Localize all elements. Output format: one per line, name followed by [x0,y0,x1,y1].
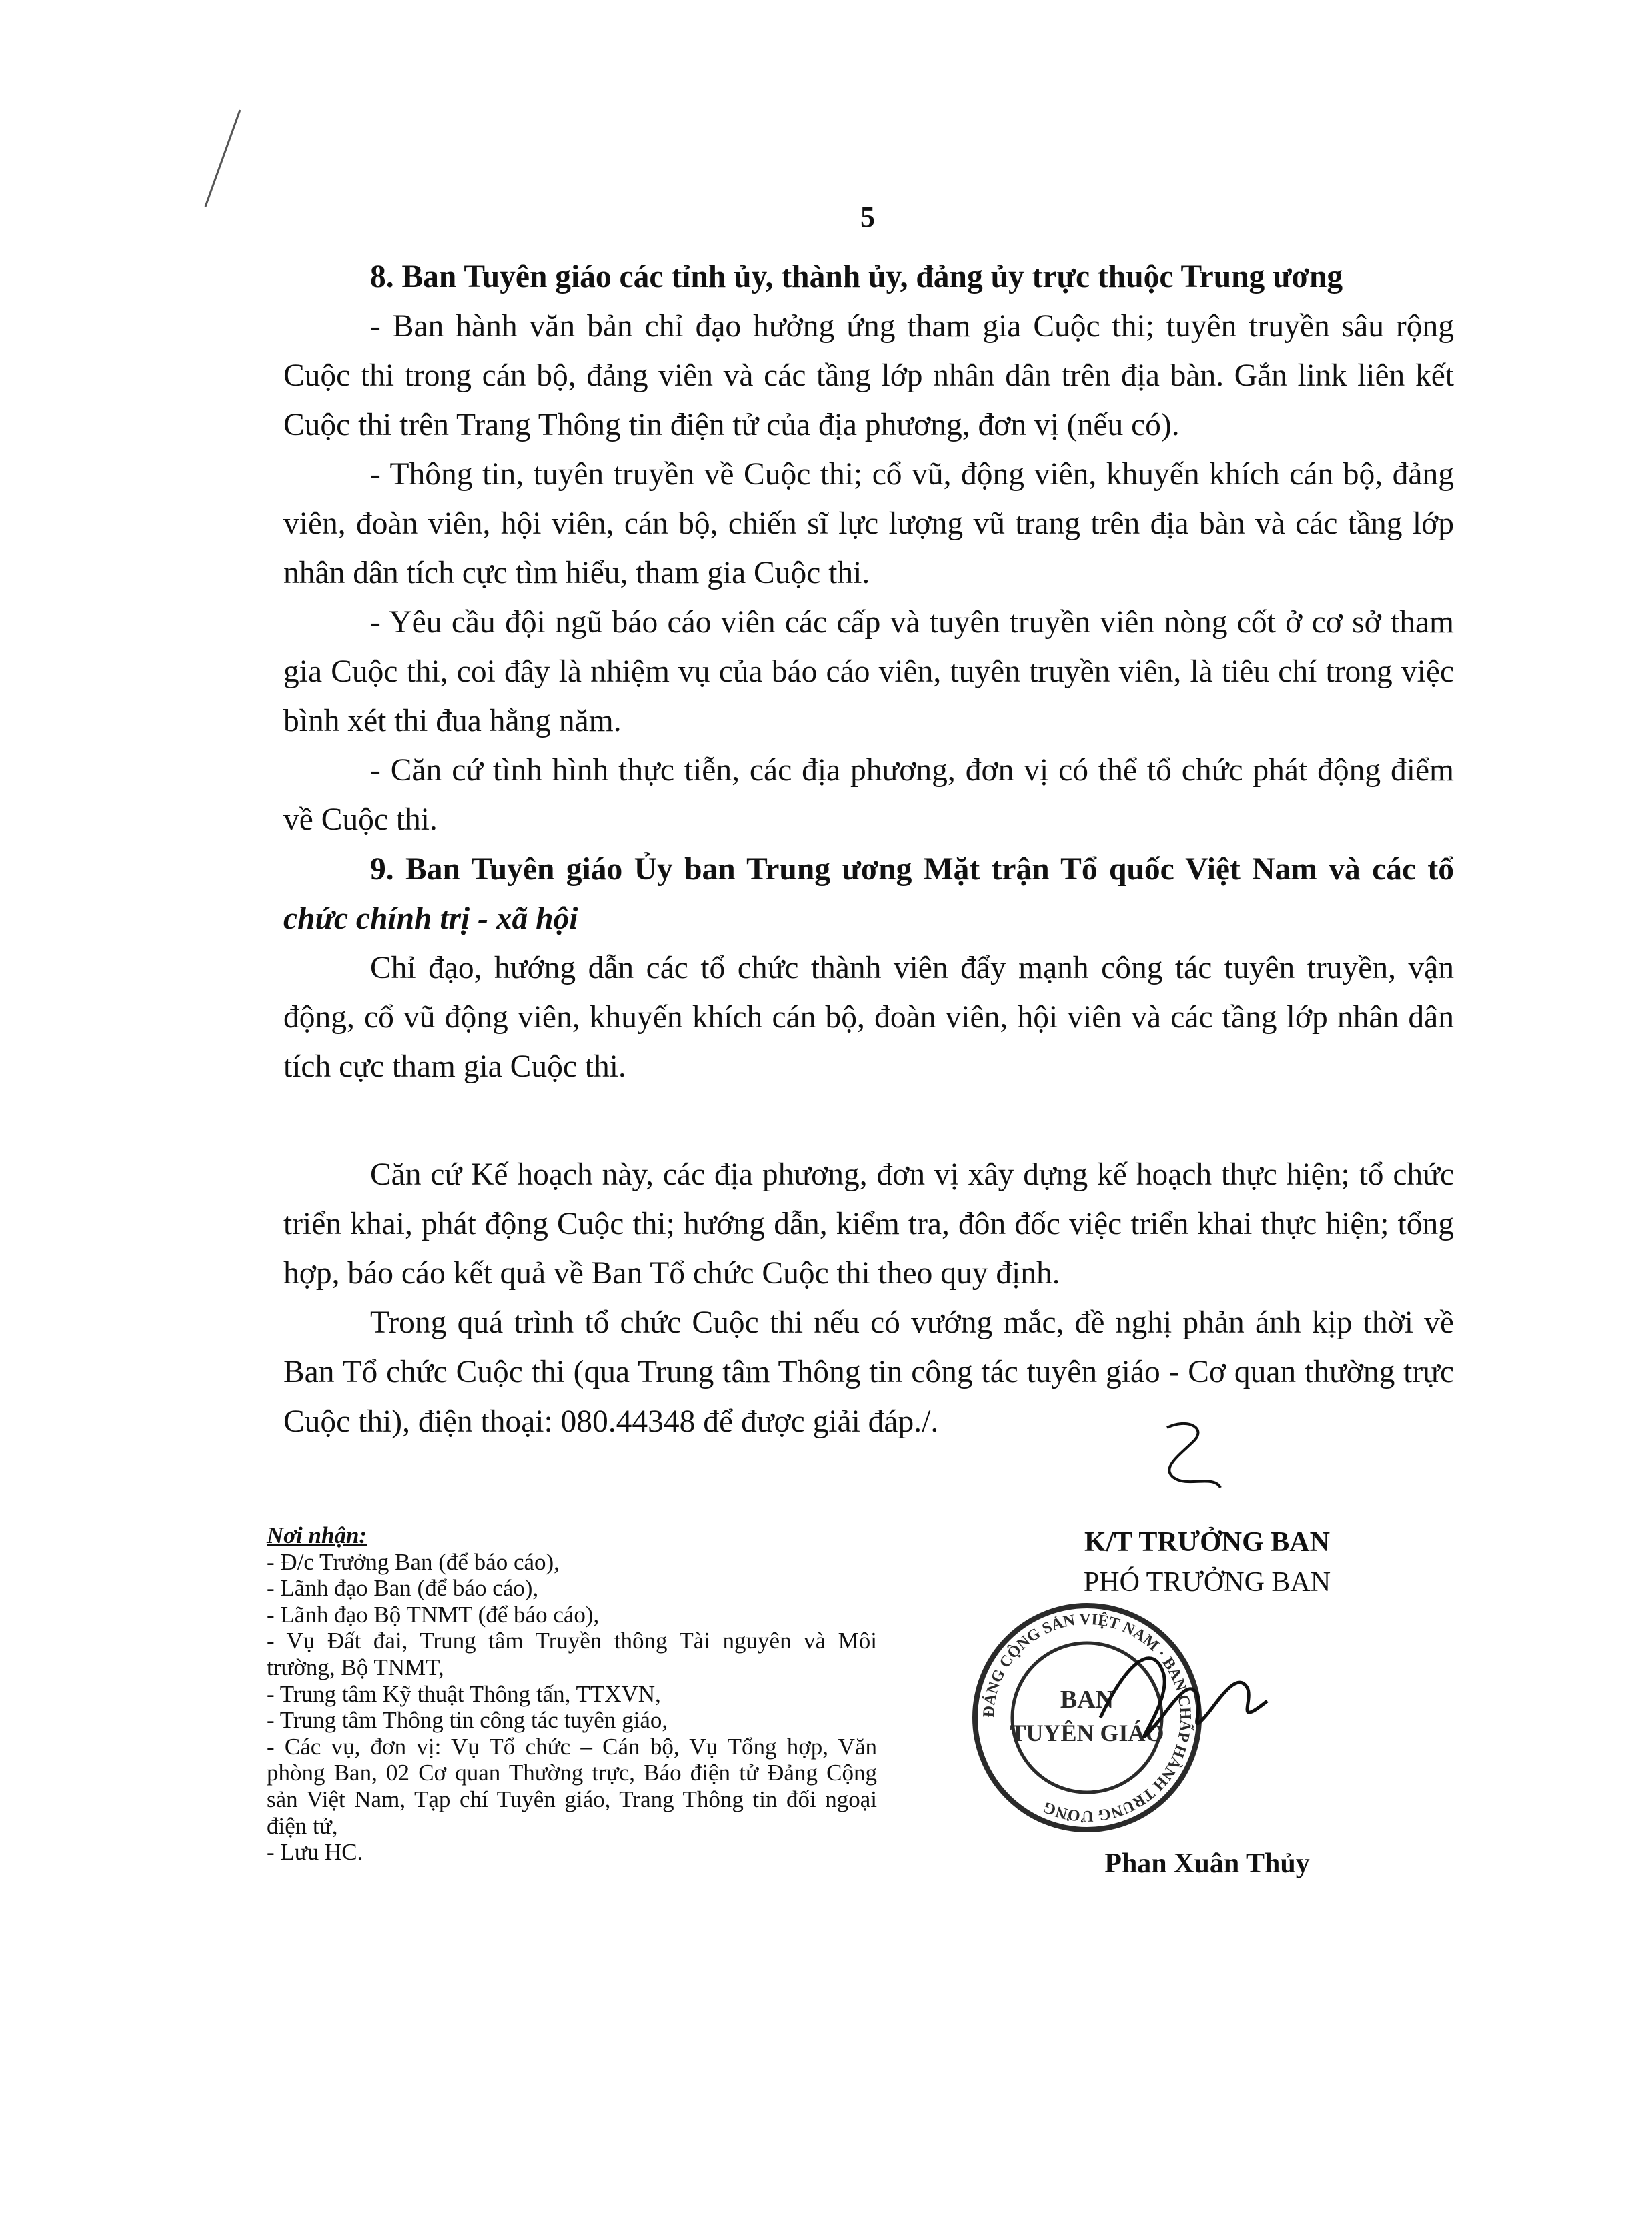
closing-paragraph: Trong quá trình tổ chức Cuộc thi nếu có vướng mắc, đề nghị phản ánh kịp thời về Ban Tổ chức Cuộc thi (qua Trung tâm Thông tin công tác tuyên giáo - Cơ quan thường trực Cuộc thi), điện thoại: 080.44348 để được giải đáp./. [283,1305,1454,1439]
section-9-heading-main: 9. Ban Tuyên giáo Ủy ban Trung ương Mặt trận Tổ quốc Việt Nam và các tổ [370,852,1454,887]
seal-inner-ring [1012,1643,1162,1792]
section-9-heading-italic: chức chính trị - xã hội [283,901,578,936]
seal-outer-ring [975,1606,1199,1830]
section-8-paragraph: - Thông tin, tuyên truyền về Cuộc thi; cổ vũ, động viên, khuyến khích cán bộ, đảng viên, đoàn viên, hội viên, cán bộ, chiến sĩ lực lượng vũ trang trên địa bàn và các tầng lớp nhân dân tích cực tìm hiểu, tham gia Cuộc thi. [283,457,1454,590]
recipient-item: - Các vụ, đơn vị: Vụ Tổ chức – Cán bộ, Vụ Tổng hợp, Văn phòng Ban, 02 Cơ quan Thường trực, Báo điện tử Đảng Cộng sản Việt Nam, Tạp chí Tuyên giáo, Trang Thông tin đối ngoại điện tử, [267,1733,877,1839]
signature-title: K/T TRƯỞNG BAN [1084,1527,1330,1558]
section-9-heading [283,845,1454,943]
handwritten-initial [1147,1414,1234,1514]
recipient-item: - Đ/c Trưởng Ban (để báo cáo), [267,1548,560,1575]
seal-and-signature-graphic [934,1601,1307,1841]
seal-center-line1: BAN [1060,1686,1114,1714]
seal-center-line2: TUYÊN GIÁO [1010,1720,1164,1746]
recipient-item: - Vụ Đất đai, Trung tâm Truyền thông Tài nguyên và Môi trường, Bộ TNMT, [267,1628,877,1680]
page-number: 5 [860,201,875,233]
section-9-paragraph: Chỉ đạo, hướng dẫn các tổ chức thành viên đẩy mạnh công tác tuyên truyền, vận động, cổ vũ động viên, khuyến khích cán bộ, đoàn viên, hội viên và các tầng lớp nhân dân tích cực tham gia Cuộc thi. [283,951,1454,1084]
section-8-paragraph: - Yêu cầu đội ngũ báo cáo viên các cấp và tuyên truyền viên nòng cốt ở cơ sở tham gia Cuộc thi, coi đây là nhiệm vụ của báo cáo viên, tuyên truyền viên, là tiêu chí trong việc bình xét thi đua hằng năm. [283,605,1454,738]
scan-mark [200,107,293,227]
recipient-item: - Trung tâm Kỹ thuật Thông tấn, TTXVN, [267,1680,661,1707]
seal-ring-text: ĐẢNG CỘNG SẢN VIỆT NAM · BAN CHẤP HÀNH TRUNG ƯƠNG [980,1610,1194,1825]
section-8-paragraph: - Ban hành văn bản chỉ đạo hưởng ứng tham gia Cuộc thi; tuyên truyền sâu rộng Cuộc thi trong cán bộ, đảng viên và các tầng lớp nhân dân trên địa bàn. Gắn link liên kết Cuộc thi trên Trang Thông tin điện tử của địa phương, đơn vị (nếu có). [283,309,1454,442]
closing-paragraph: Căn cứ Kế hoạch này, các địa phương, đơn vị xây dựng kế hoạch thực hiện; tổ chức triển khai, phát động Cuộc thi; hướng dẫn, kiểm tra, đôn đốc việc triển khai thực hiện; tổng hợp, báo cáo kết quả về Ban Tổ chức Cuộc thi theo quy định. [283,1157,1454,1291]
recipient-item: - Lãnh đạo Bộ TNMT (để báo cáo), [267,1601,600,1628]
section-8-heading: 8. Ban Tuyên giáo các tỉnh ủy, thành ủy, đảng ủy trực thuộc Trung ương [370,259,1343,294]
signature-subtitle: PHÓ TRƯỞNG BAN [1083,1567,1331,1598]
main-body [283,252,1454,1446]
signer-name: Phan Xuân Thủy [1104,1848,1310,1879]
recipient-item: - Lưu HC. [267,1839,363,1866]
recipient-item: - Trung tâm Thông tin công tác tuyên giáo, [267,1707,668,1734]
paragraph-gap [283,1091,1454,1150]
recipients-block [267,1522,877,1866]
section-8-paragraph: - Căn cứ tình hình thực tiễn, các địa phương, đơn vị có thể tổ chức phát động điểm về Cuộc thi. [283,753,1454,837]
recipient-item: - Lãnh đạo Ban (để báo cáo), [267,1575,539,1602]
recipients-title: Nơi nhận: [267,1522,367,1548]
signature-block [934,1522,1481,1602]
official-seal [934,1601,1307,1844]
